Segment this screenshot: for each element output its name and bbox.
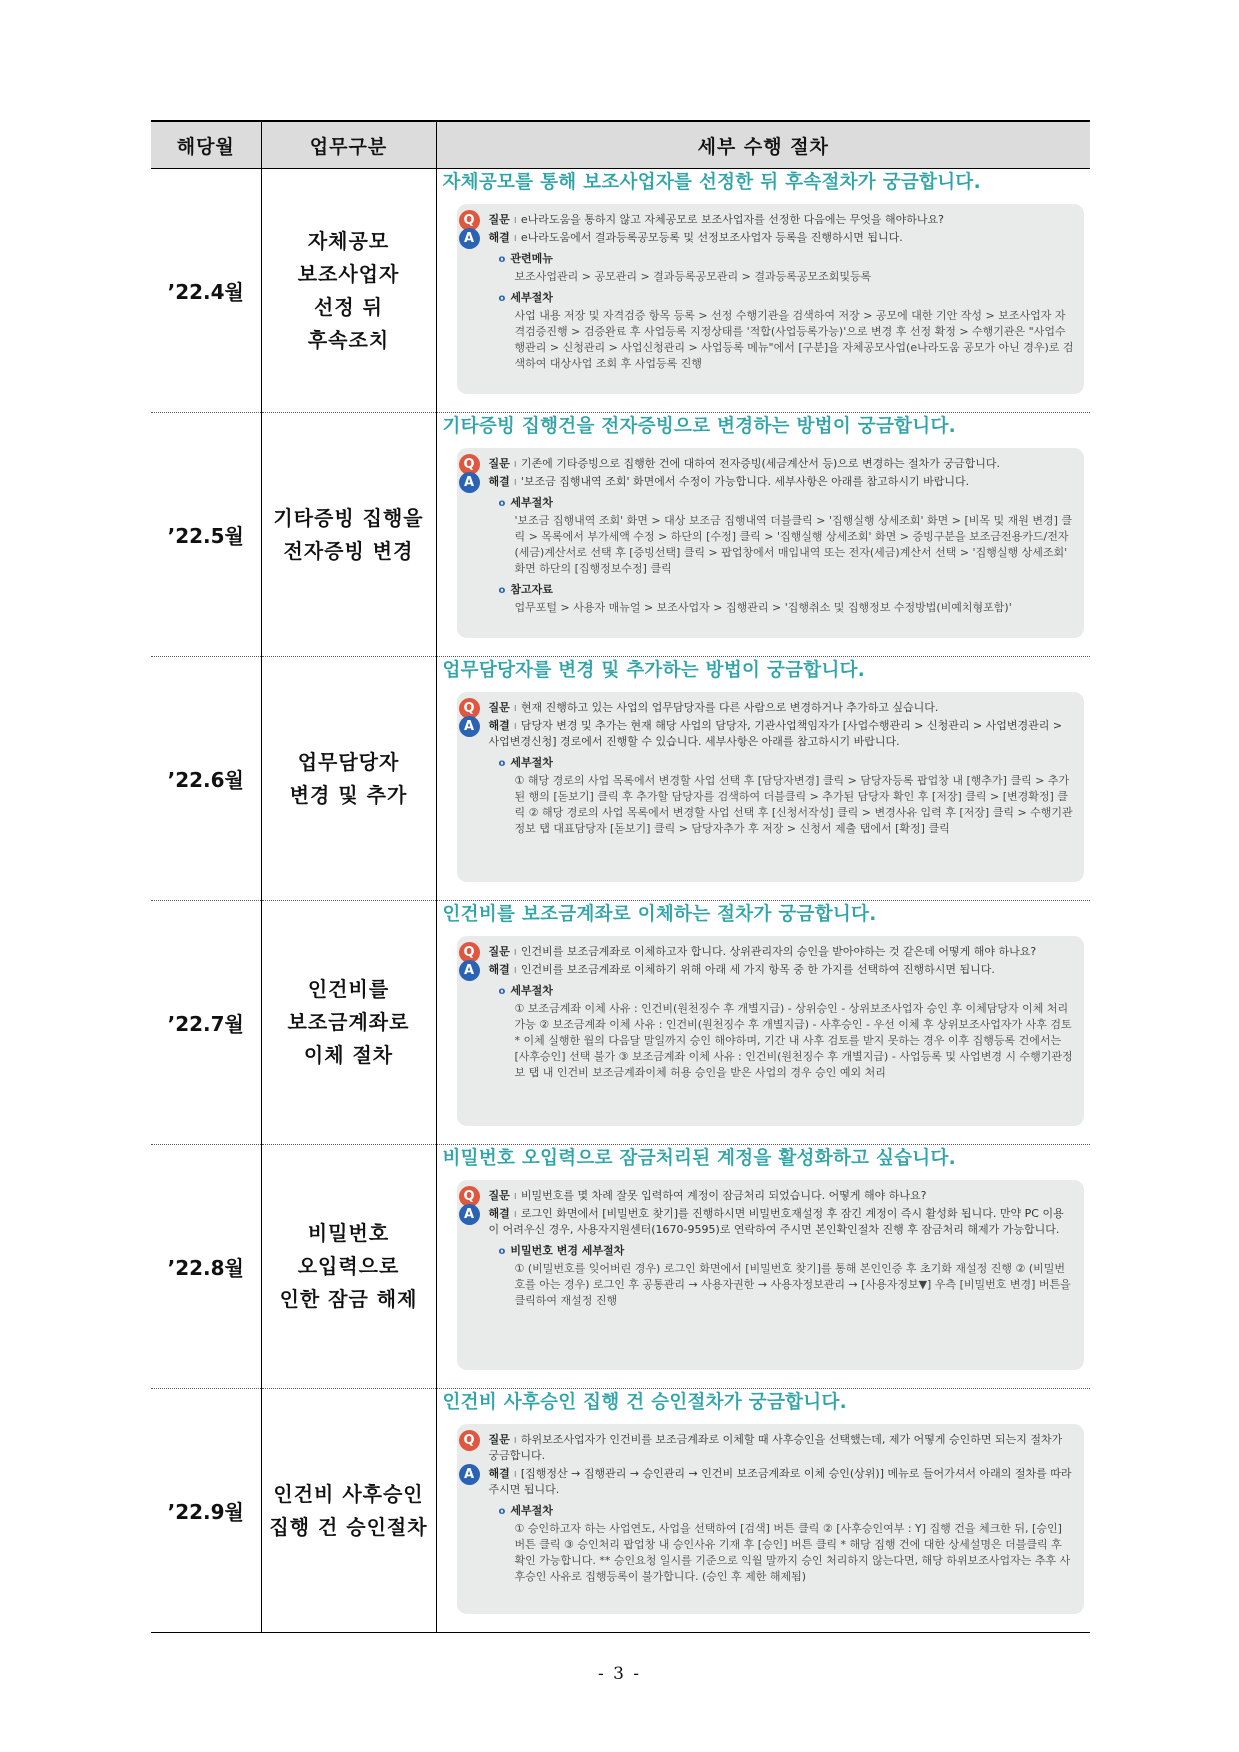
separator: ı <box>513 213 517 226</box>
separator: ı <box>513 1467 517 1480</box>
section-body: ① 승인하고자 하는 사업연도, 사업을 선택하여 [검색] 버튼 클릭 ② [사후승인여부 : Y] 집행 건을 체크한 뒤, [승인] 버튼 클릭 ③ 승인처리 팝업창 내 승인사유 기재 후 [승인] 버튼 클릭 * 해당 집행 건에 대한 상세설명은 더블클릭 후 확인 가능합니다. ** 승인요청 일시를 기준으로 익월 말까지 승인 처리하지 않는다면, 해당 하위보조사업자는 추후 사후승인 사유로 집행등록이 불가합니다. (승인 후 제한 해제됨) <box>514 1522 1071 1583</box>
section-body: 사업 내용 저장 및 자격검증 항목 등록 > 선정 수행기관을 검색하여 저장 > 공모에 대한 기안 작성 > 보조사업자 자격검증진행 > 검증완료 후 사업등록 지정상태를 '적합(사업등록가능)'으로 변경 후 선정 확정 > 수행기관은 "사업수행관리 > 신청관리 > 사업신청관리 > 사업등록 메뉴"에서 [구분]을 자체공모사업(e나라도움 공모가 아닌 경우)로 검색하여 대상사업 조회 후 사업등록 진행 <box>514 309 1074 370</box>
table-row <box>151 1389 1090 1633</box>
answer-icon: A <box>459 1204 480 1225</box>
faq-title: 업무담당자를 변경 및 추가하는 방법이 궁금합니다. <box>442 660 866 681</box>
bullet-icon: o <box>498 986 506 997</box>
faq-box <box>457 204 1085 394</box>
category-line: 선정 뒤 <box>314 294 383 319</box>
detail-cell <box>436 1145 1090 1389</box>
answer-line <box>463 962 1075 978</box>
category-cell <box>261 657 436 901</box>
month-cell: ’22.5월 <box>151 413 261 657</box>
bullet-icon: o <box>498 498 506 509</box>
category-line: 인건비 사후승인 <box>273 1481 424 1506</box>
table-row <box>151 169 1090 413</box>
bullet-icon: o <box>498 254 506 265</box>
month-cell: ’22.9월 <box>151 1389 261 1633</box>
header-month: 해당월 <box>151 121 261 169</box>
separator: ı <box>513 1189 517 1202</box>
answer-text: 로그인 화면에서 [비밀번호 찾기]를 진행하시면 비밀번호재설정 후 잠긴 계정이 즉시 활성화 됩니다. 만약 PC 이용이 어려우신 경우, 사용자지원센터(1670-9595)로 연락하여 주시면 본인확인절차 진행 후 잠금처리 해제가 가능합니다. <box>488 1207 1064 1236</box>
detail-cell <box>436 657 1090 901</box>
separator: ı <box>513 231 517 244</box>
section-heading <box>499 251 1075 268</box>
answer-icon: A <box>459 228 480 249</box>
faq-title: 자체공모를 통해 보조사업자를 선정한 뒤 후속절차가 궁금합니다. <box>442 172 981 193</box>
answer-label: 해결 <box>488 475 510 488</box>
section-heading-text: 세부절차 <box>510 496 553 509</box>
faq-box <box>457 1424 1085 1614</box>
bullet-icon: o <box>498 585 506 596</box>
question-text: 현재 진행하고 있는 사업의 업무담당자를 다른 사람으로 변경하거나 추가하고 싶습니다. <box>520 701 939 714</box>
category-line: 보조사업자 <box>297 261 400 286</box>
section-heading-text: 참고자료 <box>510 583 553 596</box>
detail-cell <box>436 1389 1090 1633</box>
answer-line <box>463 718 1075 750</box>
answer-icon: A <box>459 1464 480 1485</box>
section-heading-text: 세부절차 <box>510 756 553 769</box>
question-icon: Q <box>459 1430 480 1451</box>
question-label: 질문 <box>488 457 510 470</box>
question-text: 기존에 기타증빙으로 집행한 건에 대하여 전자증빙(세금계산서 등)으로 변경하는 절차가 궁금합니다. <box>520 457 1001 470</box>
section-body: '보조금 집행내역 조회' 화면 > 대상 보조금 집행내역 더블클릭 > '집행실행 상세조회' 화면 > [비목 및 재원 변경] 클릭 > 목록에서 부가세액 수정 > 하단의 [수정] 클릭 > '집행실행 상세조회' 화면 > 증빙구분을 보조금전용카드/전자(세금)계산서로 선택 후 [증빙선택] 클릭 > 팝업창에서 매입내역 또는 전자(세금)계산서 선택 > '집행실행 상세조회' 화면 하단의 [집행정보수정] 클릭 <box>514 514 1073 575</box>
table-header-row <box>151 121 1090 169</box>
section-body: 업무포털 > 사용자 매뉴얼 > 보조사업자 > 집행관리 > '집행취소 및 집행정보 수정방법(비예치형포함)' <box>514 601 1012 614</box>
faq-title: 기타증빙 집행건을 전자증빙으로 변경하는 방법이 궁금합니다. <box>442 416 956 437</box>
detail-cell <box>436 413 1090 657</box>
question-text: 인건비를 보조금계좌로 이체하고자 합니다. 상위관리자의 승인을 받아야하는 것 같은데 어떻게 해야 하나요? <box>520 945 1037 958</box>
answer-icon: A <box>459 472 480 493</box>
question-icon: Q <box>459 698 480 719</box>
answer-text: '보조금 집행내역 조회' 화면에서 수정이 가능합니다. 세부사항은 아래를 참고하시기 바랍니다. <box>520 475 970 488</box>
section-heading <box>499 983 1075 1000</box>
question-text: 비밀번호를 몇 차례 잘못 입력하여 계정이 잠금처리 되었습니다. 어떻게 해야 하나요? <box>520 1189 927 1202</box>
separator: ı <box>513 457 517 470</box>
faq-box <box>457 1180 1085 1370</box>
detail-cell <box>436 901 1090 1145</box>
answer-icon: A <box>459 716 480 737</box>
faq-title: 비밀번호 오입력으로 잠금처리된 계정을 활성화하고 싶습니다. <box>442 1148 956 1169</box>
table-body <box>151 169 1090 1633</box>
category-line: 비밀번호 <box>307 1221 390 1245</box>
answer-line <box>463 474 1075 490</box>
category-line: 이체 절차 <box>303 1043 394 1067</box>
category-line: 인한 잠금 해제 <box>279 1287 418 1311</box>
section-body: 보조사업관리 > 공모관리 > 결과등록공모관리 > 결과등록공모조회및등록 <box>514 270 872 283</box>
table-row <box>151 901 1090 1145</box>
answer-label: 해결 <box>488 231 510 244</box>
answer-text: [집행정산 → 집행관리 → 승인관리 → 인건비 보조금계좌로 이체 승인(상위)] 메뉴로 들어가셔서 아래의 절차를 따라주시면 됩니다. <box>488 1467 1072 1496</box>
separator: ı <box>513 945 517 958</box>
category-line: 인건비를 <box>307 977 390 1001</box>
category-cell <box>261 169 436 413</box>
section-heading <box>499 290 1075 307</box>
category-cell <box>261 901 436 1145</box>
bullet-icon: o <box>498 758 506 769</box>
section-heading <box>499 1503 1075 1520</box>
month-cell: ’22.4월 <box>151 169 261 413</box>
question-icon: Q <box>459 942 480 963</box>
category-line: 자체공모 <box>307 228 390 253</box>
answer-label: 해결 <box>488 1467 510 1480</box>
answer-icon: A <box>459 960 480 981</box>
separator: ı <box>513 701 517 714</box>
section-body: ① 보조금계좌 이체 사유 : 인건비(원천징수 후 개별지급) - 상위승인 - 상위보조사업자 승인 후 이체담당자 이체 처리 가능 ② 보조금계좌 이체 사유 : 인건비(원천징수 후 개별지급) - 사후승인 - 우선 이체 후 상위보조사업자가 사후 검토 * 이체 실행한 월의 다음달 말일까지 승인 해야하며, 기간 내 사후 검토를 받지 못하는 경우 이후 집행등록 건에서는 [사후승인] 선택 불가 ③ 보조금계좌 이체 사유 : 인건비(원천징수 후 개별지급) - 사업등록 및 사업변경 시 수행기관정보 탭 내 인건비 보조금계좌이체 허용 승인을 받은 사업의 경우 승인 예외 처리 <box>514 1002 1073 1079</box>
answer-label: 해결 <box>488 1207 510 1220</box>
section-heading-text: 세부절차 <box>510 1504 553 1517</box>
question-line <box>463 212 1075 228</box>
answer-text: e나라도움에서 결과등록공모등록 및 선정보조사업자 등록을 진행하시면 됩니다. <box>520 231 903 244</box>
bullet-icon: o <box>498 293 506 304</box>
separator: ı <box>513 1207 517 1220</box>
answer-line <box>463 230 1075 246</box>
header-category: 업무구분 <box>261 121 436 169</box>
table-row <box>151 657 1090 901</box>
question-label: 질문 <box>488 1189 510 1202</box>
procedure-table <box>151 120 1090 1633</box>
question-label: 질문 <box>488 701 510 714</box>
bullet-icon: o <box>498 1506 506 1517</box>
question-icon: Q <box>459 454 480 475</box>
question-line <box>463 1432 1075 1464</box>
section-heading <box>499 582 1075 599</box>
category-line: 후속조치 <box>307 327 390 352</box>
answer-label: 해결 <box>488 719 510 732</box>
category-cell <box>261 1145 436 1389</box>
category-line: 전자증빙 변경 <box>283 538 414 563</box>
question-label: 질문 <box>488 945 510 958</box>
faq-box <box>457 936 1085 1126</box>
separator: ı <box>513 475 517 488</box>
section-body: ① 해당 경로의 사업 목록에서 변경할 사업 선택 후 [담당자변경] 클릭 > 담당자등록 팝업창 내 [행추가] 클릭 > 추가된 행의 [돋보기] 클릭 후 추가할 담당자를 검색하여 더블클릭 > 추가된 담당자 확인 후 [저장] 클릭 > [변경확정] 클릭 ② 해당 경로의 사업 목록에서 변경할 사업 선택 후 [신청서작성] 클릭 > 변경사유 입력 후 [저장] 클릭 > 수행기관정보 탭 대표담당자 [돋보기] 클릭 > 담당자추가 후 저장 > 신청서 제출 탭에서 [확정] 클릭 <box>514 774 1073 835</box>
question-label: 질문 <box>488 213 510 226</box>
question-text: 하위보조사업자가 인건비를 보조금계좌로 이체할 때 사후승인을 선택했는데, 제가 어떻게 승인하면 되는지 절차가 궁금합니다. <box>488 1433 1063 1462</box>
answer-text: 인건비를 보조금계좌로 이체하기 위해 아래 세 가지 항목 중 한 가지를 선택하여 진행하시면 됩니다. <box>520 963 995 976</box>
section-heading-text: 세부절차 <box>510 984 553 997</box>
section-heading <box>499 495 1075 512</box>
category-cell <box>261 413 436 657</box>
question-label: 질문 <box>488 1433 510 1446</box>
month-cell: ’22.7월 <box>151 901 261 1145</box>
question-icon: Q <box>459 210 480 231</box>
section-heading-text: 비밀번호 변경 세부절차 <box>510 1244 625 1257</box>
bullet-icon: o <box>498 1246 506 1257</box>
section-body: ① (비밀번호를 잊어버린 경우) 로그인 화면에서 [비밀번호 찾기]를 통해 본인인증 후 초기화 재설정 진행 ② (비밀번호를 아는 경우) 로그인 후 공통관리 → 사용자권한 → 사용자정보관리 → [사용자정보▼] 우측 [비밀번호 변경] 버튼을 클릭하여 재설정 진행 <box>514 1262 1071 1307</box>
table-row <box>151 413 1090 657</box>
question-text: e나라도움을 통하지 않고 자체공모로 보조사업자를 선정한 다음에는 무엇을 해야하나요? <box>520 213 944 226</box>
section-heading-text: 세부절차 <box>510 291 553 304</box>
separator: ı <box>513 963 517 976</box>
category-line: 변경 및 추가 <box>289 782 408 807</box>
section-heading <box>499 755 1075 772</box>
category-line: 기타증빙 집행을 <box>273 505 424 530</box>
faq-box <box>457 448 1085 638</box>
separator: ı <box>513 1433 517 1446</box>
page-number: - 3 - <box>597 1664 642 1684</box>
answer-line <box>463 1206 1075 1238</box>
question-line <box>463 1188 1075 1204</box>
category-cell <box>261 1389 436 1633</box>
section-heading <box>499 1243 1075 1260</box>
faq-title: 인건비를 보조금계좌로 이체하는 절차가 궁금합니다. <box>442 904 877 925</box>
separator: ı <box>513 719 517 732</box>
faq-box <box>457 692 1085 882</box>
question-line <box>463 456 1075 472</box>
table-row <box>151 1145 1090 1389</box>
answer-line <box>463 1466 1075 1498</box>
detail-cell <box>436 169 1090 413</box>
question-line <box>463 700 1075 716</box>
category-line: 오입력으로 <box>297 1254 400 1278</box>
category-line: 집행 건 승인절차 <box>269 1514 428 1539</box>
category-line: 보조금계좌로 <box>287 1010 410 1034</box>
question-line <box>463 944 1075 960</box>
month-cell: ’22.8월 <box>151 1145 261 1389</box>
month-cell: ’22.6월 <box>151 657 261 901</box>
answer-label: 해결 <box>488 963 510 976</box>
answer-text: 담당자 변경 및 추가는 현재 해당 사업의 담당자, 기관사업책임자가 [사업수행관리 > 신청관리 > 사업변경관리 > 사업변경신청] 경로에서 진행할 수 있습니다. 세부사항은 아래를 참고하시기 바랍니다. <box>488 719 1063 748</box>
faq-title: 인건비 사후승인 집행 건 승인절차가 궁금합니다. <box>442 1392 847 1413</box>
header-detail: 세부 수행 절차 <box>436 121 1090 169</box>
category-line: 업무담당자 <box>297 749 400 774</box>
question-icon: Q <box>459 1186 480 1207</box>
section-heading-text: 관련메뉴 <box>510 252 553 265</box>
